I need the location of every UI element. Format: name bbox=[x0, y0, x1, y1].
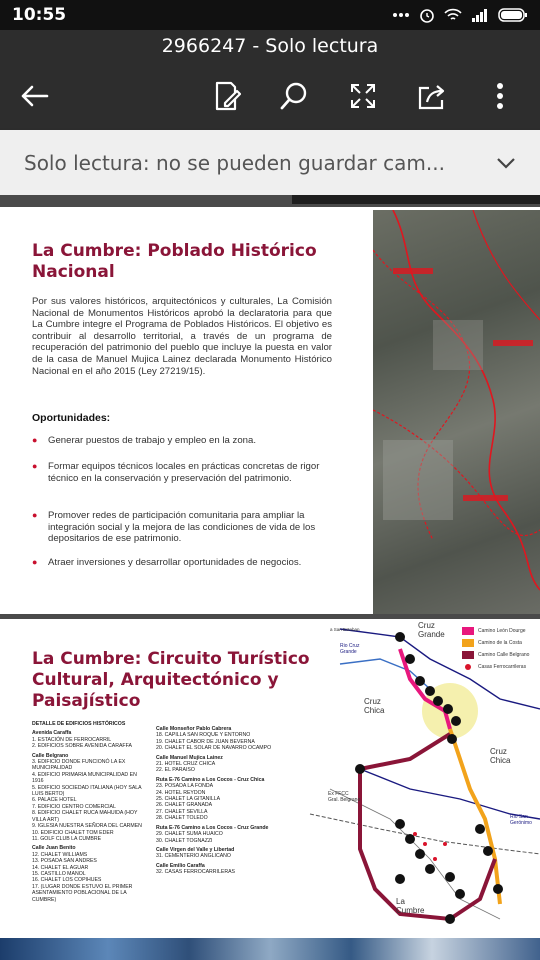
list-group bbox=[156, 847, 274, 860]
search-icon bbox=[279, 81, 309, 111]
share-icon bbox=[417, 82, 447, 110]
list-item: 9. IGLESIA NUESTRA SEÑORA DEL CARMEN bbox=[32, 823, 142, 830]
document-page-1 bbox=[0, 207, 540, 614]
list-item: 15. CASTILLO MANOL bbox=[32, 870, 86, 877]
legend-item bbox=[462, 649, 540, 661]
battery-icon bbox=[498, 8, 528, 22]
map-label-line: Grande bbox=[418, 630, 445, 639]
back-button[interactable] bbox=[14, 78, 54, 114]
list-item: 25. CHALET LA GITANILLA bbox=[156, 796, 221, 803]
list-item: 29. CHALET SUMA HUAICO bbox=[156, 831, 223, 838]
page1-paragraph: Por sus valores históricos, arquitectónicos y culturales, La Comisión Nacional de Monumentos Históricos aprobó la declaratoria para que La Cumbre integre el Programa de Poblados Históricos. El objetivo es contribuir al desarrollo territorial, a través de un programa de recuperación del patrimonio del pueblo que incluye la puesta en valor de la casa de Manuel Mujica Lainez declarada Monumento Histórico Nacional en el año 2015 (Ley 27219/15). bbox=[32, 296, 332, 377]
list-group-heading: Ruta E-76 Camino a Los Cocos - Cruz Chica bbox=[156, 776, 265, 783]
page2-heading bbox=[32, 649, 310, 712]
bullet-text: Generar puestos de trabajo y empleo en la zona. bbox=[48, 435, 256, 446]
read-only-message: Solo lectura: no se pueden guardar cam... bbox=[24, 150, 445, 175]
list-item: 17. (LUGAR DONDE ESTUVO EL PRIMER ASENTAMIENTO POBLACIONAL DE LA CUMBRE) bbox=[32, 883, 133, 903]
map-legend bbox=[462, 625, 540, 685]
map-label-san-esteban: a San Esteban bbox=[330, 627, 360, 632]
wifi-icon bbox=[444, 8, 462, 22]
legend-swatch bbox=[462, 651, 474, 659]
page1-heading bbox=[32, 241, 317, 283]
bullet-item bbox=[32, 557, 332, 569]
more-vertical-icon bbox=[496, 82, 504, 110]
page-top-strip bbox=[292, 195, 540, 204]
page1-heading-line: La Cumbre: Poblado Histórico bbox=[32, 241, 317, 261]
map-label-line: Rio San bbox=[510, 814, 528, 820]
page2-heading-line: Cultural, Arquitectónico y bbox=[32, 670, 279, 690]
list-item: 12. CHALET WILLIAMS bbox=[32, 851, 88, 858]
status-bar bbox=[0, 0, 540, 30]
list-item: 18. CAPILLA SAN ROQUE Y ENTORNO bbox=[156, 732, 251, 739]
page2-heading-line: La Cumbre: Circuito Turístico bbox=[32, 649, 310, 669]
list-group bbox=[32, 845, 147, 903]
map-label-line: Ex FFCC bbox=[328, 791, 349, 797]
expand-icon bbox=[349, 82, 377, 110]
list-item: 22. EL PARAISO bbox=[156, 767, 195, 774]
legend-label: Camino León Dourge bbox=[478, 628, 526, 634]
list-group-heading: Calle Emilio Caraffa bbox=[156, 862, 205, 869]
edit-document-icon bbox=[213, 81, 241, 111]
signal-icon bbox=[471, 8, 489, 22]
read-only-banner[interactable] bbox=[0, 130, 540, 195]
map-label-line: Cruz bbox=[364, 697, 381, 706]
map-label-la-cumbre bbox=[396, 897, 424, 915]
legend-item bbox=[462, 637, 540, 649]
app-bar bbox=[0, 30, 540, 130]
bullet-text: Promover redes de participación comunitaria para ampliar la integración social y la mejora de las condiciones de vida de los depositarios de ese patrimonio. bbox=[48, 510, 316, 545]
more-options-button[interactable] bbox=[480, 78, 520, 114]
list-item: 6. PALACE HOTEL bbox=[32, 797, 77, 804]
fullscreen-button[interactable] bbox=[343, 78, 383, 114]
list-group-heading: Calle Virgen del Valle y Libertad bbox=[156, 846, 235, 853]
map-label-line: Cumbre bbox=[396, 906, 425, 915]
page2-heading-line: Paisajístico bbox=[32, 691, 141, 711]
list-group bbox=[156, 726, 274, 752]
list-item: 16. CHALET LOS COPIHUES bbox=[32, 877, 102, 884]
list-item: 3. EDIFICIO DONDE FUNCIONÓ LA EX MUNICIPALIDAD bbox=[32, 759, 126, 772]
bullet-dot-icon: ● bbox=[32, 461, 38, 471]
list-group bbox=[156, 825, 274, 844]
legend-swatch bbox=[462, 639, 474, 647]
edit-button[interactable] bbox=[207, 78, 247, 114]
legend-swatch bbox=[462, 663, 474, 671]
list-item: 10. EDIFICIO CHALET TOM EDER bbox=[32, 829, 114, 836]
bullet-item bbox=[32, 435, 332, 447]
map-label-rio-san bbox=[510, 814, 532, 826]
map-label-ex-ffcc bbox=[328, 791, 360, 803]
list-item: 8. EDIFICIO CHALET RUCA MAHUIDA (HOY VILLA ART) bbox=[32, 810, 138, 823]
map-label-line: Cruz bbox=[418, 621, 435, 630]
list-item: 1. ESTACIÓN DE FERROCARRIL bbox=[32, 736, 112, 743]
legend-item bbox=[462, 661, 540, 673]
list-item: 31. CEMENTERIO ANGLICANO bbox=[156, 853, 231, 860]
list-group-heading: Calle Belgrano bbox=[32, 752, 69, 759]
list-item: 27. CHALET SEVILLA bbox=[156, 808, 208, 815]
list-item: 13. POSADA SAN ANDRES bbox=[32, 858, 97, 865]
legend-label: Camino Calle Belgrano bbox=[478, 652, 530, 658]
arrow-left-icon bbox=[19, 84, 49, 108]
details-column-1 bbox=[32, 721, 147, 903]
list-item: 23. POSADA LA FONDA bbox=[156, 783, 214, 790]
share-button[interactable] bbox=[412, 78, 452, 114]
list-item: 7. EDIFICIO CENTRO COMERCIAL bbox=[32, 803, 116, 810]
list-group-heading: Calle Juan Benito bbox=[32, 845, 76, 852]
map-label-cruz-chica-west bbox=[364, 697, 384, 715]
bullet-dot-icon: ● bbox=[32, 435, 38, 445]
list-group bbox=[156, 755, 274, 774]
map-label-line: Chica bbox=[364, 706, 385, 715]
list-item: 5. EDIFICIO SOCIEDAD ITALIANA (HOY SALA LUIS BERTO) bbox=[32, 784, 142, 798]
document-title: 2966247 - Solo lectura bbox=[161, 35, 379, 57]
status-time: 10:55 bbox=[12, 5, 67, 25]
map-label-cruz-grande bbox=[418, 621, 445, 639]
bullet-dot-icon: ● bbox=[32, 557, 38, 567]
details-column-2 bbox=[156, 723, 274, 876]
page3-photo-strip bbox=[0, 938, 540, 960]
bullet-item bbox=[32, 461, 332, 484]
map-label-line: Rio Cruz bbox=[340, 643, 360, 649]
details-title: DETALLE DE EDIFICIOS HISTÓRICOS bbox=[32, 721, 126, 727]
search-button[interactable] bbox=[274, 78, 314, 114]
bullet-text: Atraer inversiones y desarrollar oportunidades de negocios. bbox=[48, 557, 302, 568]
legend-item bbox=[462, 625, 540, 637]
bullet-text: Formar equipos técnicos locales en prácticas concretas de rigor técnico en la conservación y preservación del patrimonio. bbox=[48, 461, 320, 484]
list-item: 14. CHALET EL AGUAR bbox=[32, 864, 89, 871]
list-item: 26. CHALET GRANADA bbox=[156, 802, 213, 809]
circuit-map bbox=[300, 619, 540, 949]
document-viewer[interactable] bbox=[0, 195, 540, 960]
legend-swatch bbox=[462, 627, 474, 635]
list-item: 30. CHALET TOGNAZZI bbox=[156, 837, 213, 844]
status-icons bbox=[392, 7, 528, 23]
list-item: 19. CHALET CABOR DE JUAN BEVERNA bbox=[156, 738, 255, 745]
map-label-line: Gerónimo bbox=[510, 820, 532, 826]
list-group bbox=[156, 777, 274, 822]
list-item: 11. GOLF CLUB LA CUMBRE bbox=[32, 835, 102, 842]
list-group-heading: Calle Monseñor Pablo Cabrera bbox=[156, 726, 232, 732]
list-group bbox=[32, 730, 147, 749]
list-group bbox=[32, 753, 147, 843]
list-item: 4. EDIFICIO PRIMARIA MUNICIPALIDAD EN 1916 bbox=[32, 771, 137, 785]
list-item: 2. EDIFICIOS SOBRE AVENIDA CARAFFA bbox=[32, 743, 132, 750]
opportunities-title: Oportunidades: bbox=[32, 412, 111, 424]
map-label-line: Grande bbox=[340, 649, 357, 655]
page1-heading-line: Nacional bbox=[32, 262, 115, 282]
list-item: 20. CHALET EL SOLAR DE NAVARRO OCAMPO bbox=[156, 745, 272, 752]
chevron-down-icon[interactable] bbox=[496, 157, 516, 169]
list-group-heading: Calle Manuel Mujica Lainez bbox=[156, 754, 223, 761]
map-label-line: La bbox=[396, 897, 405, 906]
list-group-heading: Ruta E-76 Camino a Los Cocos - Cruz Grande bbox=[156, 824, 269, 831]
legend-label: Casas Ferrocarrileras bbox=[478, 664, 527, 670]
bullet-item bbox=[32, 510, 332, 545]
map-label-rio-cruz bbox=[340, 643, 359, 655]
map-label-cruz-chica-east bbox=[490, 747, 510, 765]
document-page-2 bbox=[0, 619, 540, 949]
legend-label: Camino de la Costa bbox=[478, 640, 522, 646]
satellite-map-image bbox=[373, 210, 540, 614]
more-dots-icon bbox=[392, 12, 410, 18]
map-label-line: Chica bbox=[490, 756, 511, 765]
list-item: 21. HOTEL CRUZ CHICA bbox=[156, 761, 216, 768]
list-group bbox=[156, 863, 274, 876]
alarm-icon bbox=[419, 7, 435, 23]
bullet-dot-icon: ● bbox=[32, 510, 38, 520]
list-item: 24. HOTEL REYDON bbox=[156, 789, 206, 796]
list-item: 28. CHALET TOLEDO bbox=[156, 815, 208, 822]
map-label-line: Gral. Belgrano bbox=[328, 797, 361, 803]
list-group-heading: Avenida Caraffa bbox=[32, 730, 72, 737]
list-item: 32. CASAS FERROCARRILERAS bbox=[156, 869, 235, 876]
satellite-overlay bbox=[373, 210, 540, 614]
map-label-line: Cruz bbox=[490, 747, 507, 756]
